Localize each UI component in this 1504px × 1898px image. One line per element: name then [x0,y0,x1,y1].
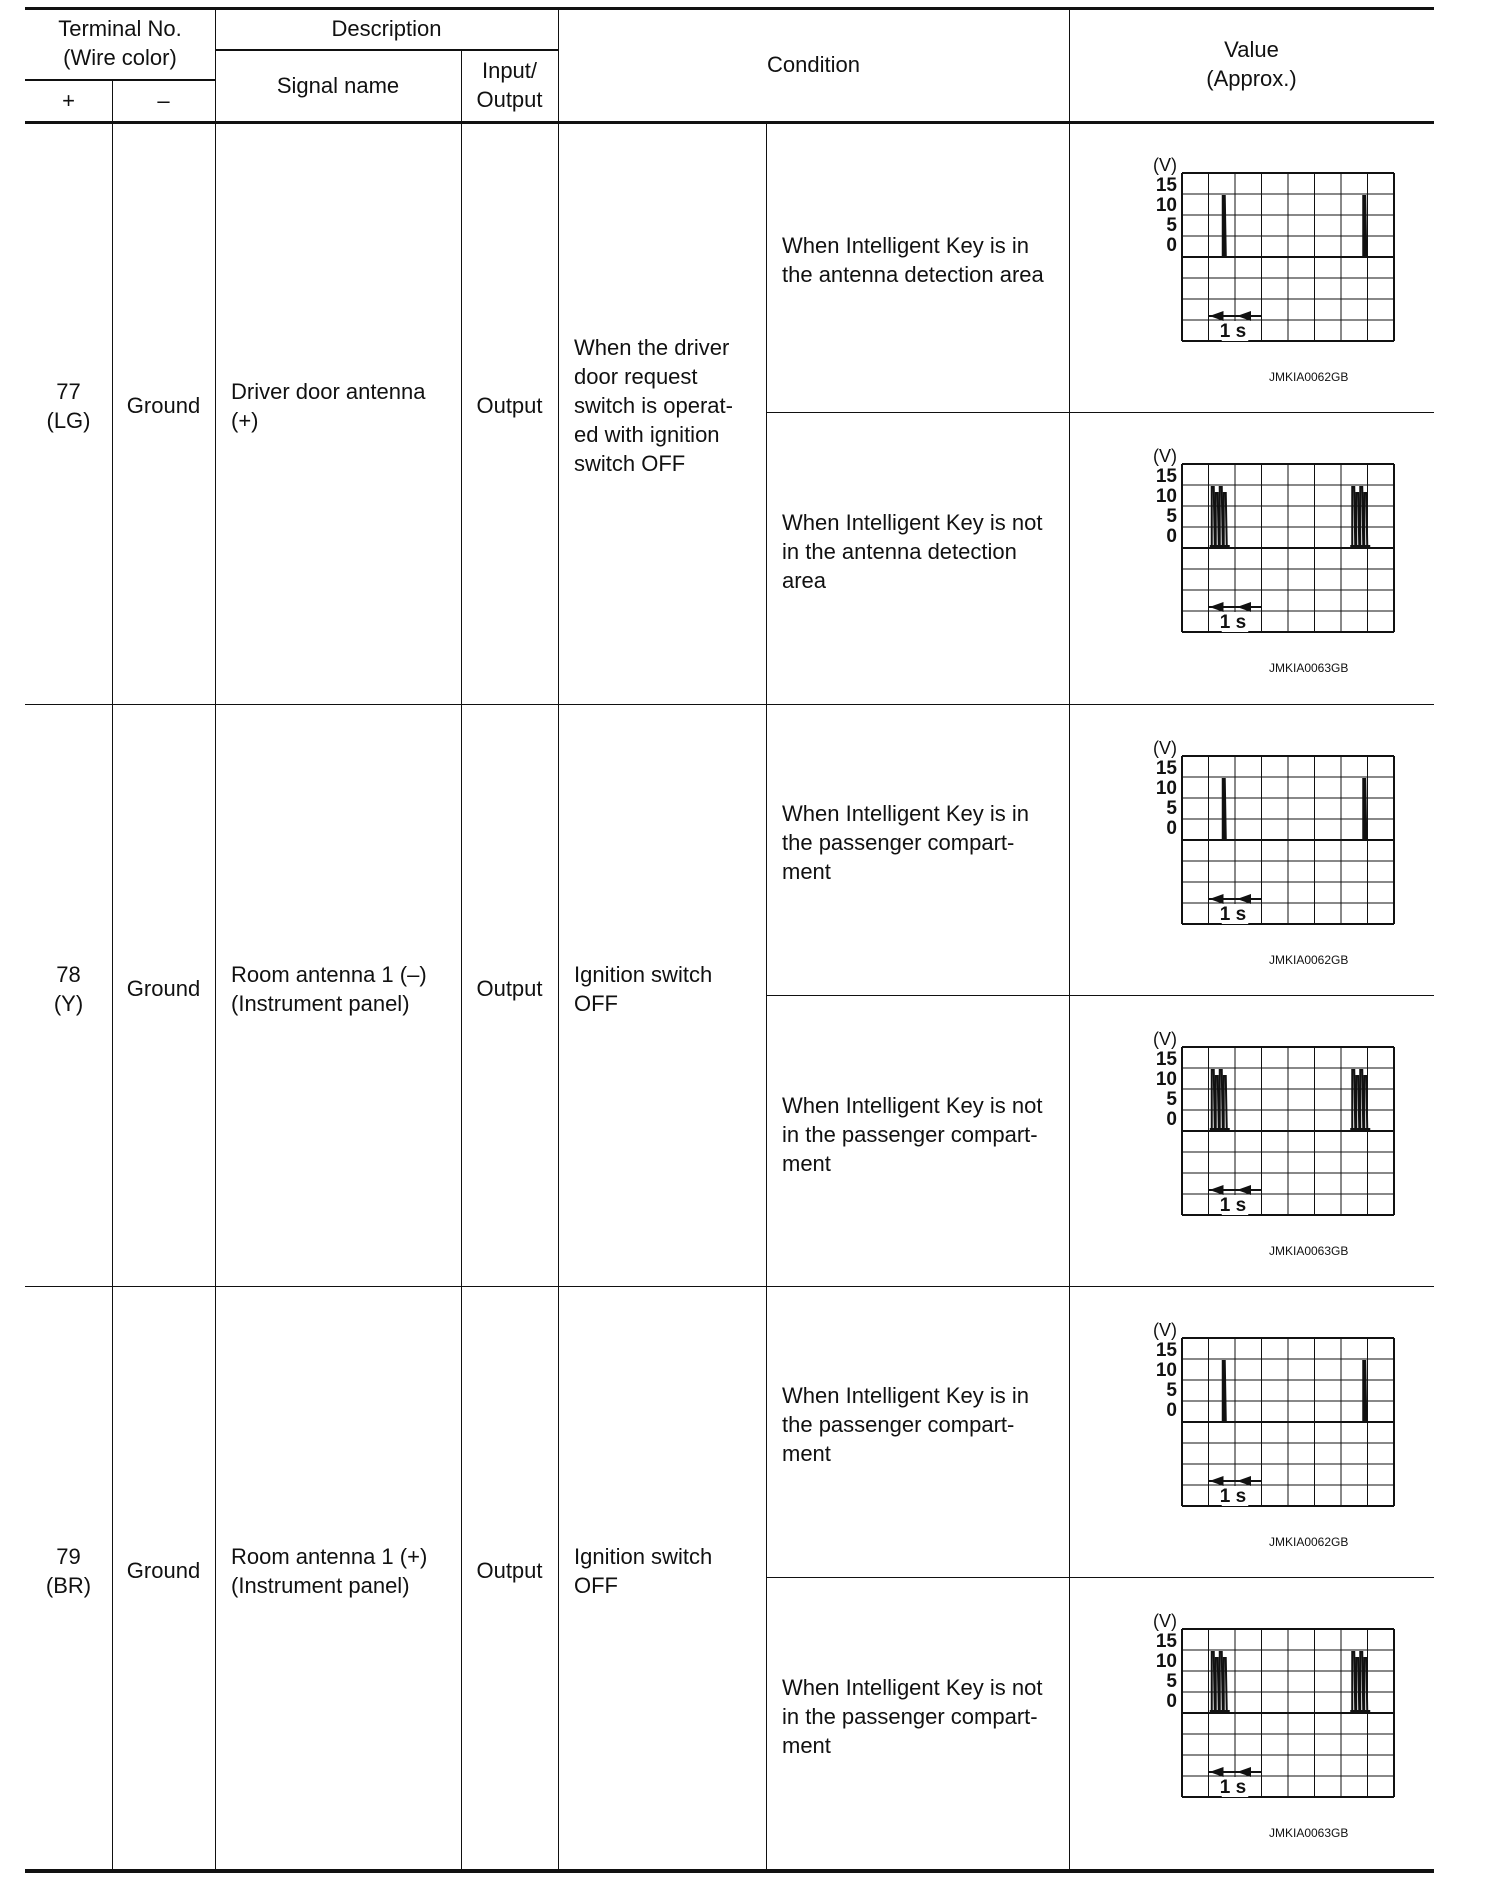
waveform-pulse [1212,1070,1215,1129]
time-label: 1 s [1219,1777,1247,1798]
scope-tick-label: 0 [1166,235,1177,256]
waveform-pulse [1356,1658,1359,1711]
condition: Ignition switch OFF [574,1543,713,1598]
waveform-pulse [1360,487,1363,546]
figure-code: JMKIA0063GB [1269,1244,1349,1258]
header-value: Value (Approx.) [1206,37,1297,91]
scope-tick-label: 15 [1155,1631,1177,1652]
waveform-pulse [1216,1076,1219,1129]
header-description: Description [331,15,442,41]
waveform-scope [1099,738,1399,948]
sub-condition: When Intelligent Key is in the antenna detection area [782,232,1044,287]
input-output: Output [476,976,543,1001]
header-input-output: Input/ Output [476,58,543,112]
waveform-pulse [1220,1652,1223,1711]
sub-condition: When Intelligent Key is in the passenger compart- ment [782,1383,1030,1466]
figure-code: JMKIA0062GB [1269,370,1349,384]
scope-tick-label: 0 [1166,526,1177,547]
figure-code: JMKIA0063GB [1269,1826,1349,1840]
sub-condition: When Intelligent Key is in the passenger compart- ment [782,801,1030,884]
terminal-number: 78 (Y) [53,961,84,1016]
waveform-pulse [1364,1076,1367,1129]
scope-tick-label: 15 [1155,1049,1177,1070]
table-bottom-rule [25,1869,1434,1873]
scope-tick-label: 15 [1155,758,1177,779]
column-rule-value [1069,7,1070,1869]
sub-condition: When Intelligent Key is not in the passenger compart- ment [782,1674,1043,1758]
waveform-scope [1099,446,1399,656]
scope-tick-label: 5 [1166,1380,1177,1401]
scope-tick-label: 5 [1166,506,1177,527]
ground-terminal: Ground [126,976,201,1001]
scope-tick-label: 15 [1155,466,1177,487]
waveform-pulse [1216,493,1219,546]
scope-tick-label: 15 [1155,1340,1177,1361]
single-pulse-waveform [1099,155,1399,365]
time-label: 1 s [1219,1486,1247,1507]
condition: Ignition switch OFF [574,961,713,1016]
scope-tick-label: 0 [1166,1691,1177,1712]
column-rule-description [215,7,216,1869]
waveform-pulse [1220,487,1223,546]
time-label: 1 s [1219,1195,1247,1216]
waveform-pulse [1356,493,1359,546]
sub-condition: When Intelligent Key is not in the antenna detection area [782,509,1043,593]
input-output: Output [476,393,543,418]
waveform-pulse [1224,1658,1227,1711]
waveform-scope [1099,1320,1399,1530]
scope-tick-label: 0 [1166,1109,1177,1130]
figure-code: JMKIA0062GB [1269,1535,1349,1549]
scope-unit-label: (V) [1153,446,1177,466]
scope-unit-label: (V) [1153,1029,1177,1049]
waveform-pulse [1216,1658,1219,1711]
scope-tick-label: 10 [1155,1069,1177,1090]
waveform-pulse [1360,1070,1363,1129]
figure-code: JMKIA0062GB [1269,953,1349,967]
single-pulse-waveform [1099,1320,1399,1530]
scope-tick-label: 15 [1155,175,1177,196]
header-plus: + [62,87,75,113]
waveform-pulse [1352,487,1355,546]
terminal-number: 79 (BR) [45,1543,92,1598]
terminal-number: 77 (LG) [46,378,91,433]
waveform-pulse [1364,1658,1367,1711]
column-rule-subcondition [766,121,767,1869]
scope-tick-label: 5 [1166,1089,1177,1110]
waveform-pulse [1356,1076,1359,1129]
waveform-pulse [1352,1652,1355,1711]
scope-tick-label: 10 [1155,1651,1177,1672]
waveform-pulse [1223,196,1226,255]
time-label: 1 s [1219,612,1247,633]
input-output: Output [476,1558,543,1583]
waveform-scope [1099,1611,1399,1821]
scope-tick-label: 0 [1166,818,1177,839]
waveform-pulse [1224,493,1227,546]
scope-tick-label: 0 [1166,1400,1177,1421]
scope-unit-label: (V) [1153,155,1177,175]
waveform-pulse [1223,1361,1226,1420]
waveform-pulse [1360,1652,1363,1711]
scope-unit-label: (V) [1153,1320,1177,1340]
waveform-pulse [1364,493,1367,546]
waveform-pulse [1224,1076,1227,1129]
condition: When the driver door request switch is operat- ed with ignition switch OFF [574,335,733,476]
pulse-burst-waveform [1099,446,1399,656]
column-rule-condition [558,7,559,1869]
header-terminal-no: Terminal No. (Wire color) [58,16,182,70]
waveform-pulse [1220,1070,1223,1129]
scope-unit-label: (V) [1153,1611,1177,1631]
ground-terminal: Ground [126,393,201,418]
header-condition: Condition [767,51,860,77]
waveform-scope [1099,1029,1399,1239]
waveform-pulse [1223,779,1226,838]
waveform-pulse [1363,196,1366,255]
scope-tick-label: 5 [1166,798,1177,819]
header-minus: – [157,87,170,113]
waveform-pulse [1212,487,1215,546]
waveform-pulse [1212,1652,1215,1711]
signal-name: Room antenna 1 (–) (Instrument panel) [231,961,427,1016]
pulse-burst-waveform [1099,1029,1399,1239]
time-label: 1 s [1219,321,1247,342]
scope-tick-label: 5 [1166,1671,1177,1692]
figure-code: JMKIA0063GB [1269,661,1349,675]
scope-tick-label: 10 [1155,486,1177,507]
waveform-pulse [1363,1361,1366,1420]
scope-tick-label: 10 [1155,1360,1177,1381]
single-pulse-waveform [1099,738,1399,948]
waveform-pulse [1352,1070,1355,1129]
pulse-burst-waveform [1099,1611,1399,1821]
waveform-scope [1099,155,1399,365]
scope-tick-label: 10 [1155,778,1177,799]
time-label: 1 s [1219,904,1247,925]
scope-unit-label: (V) [1153,738,1177,758]
waveform-pulse [1363,779,1366,838]
sub-condition: When Intelligent Key is not in the passenger compart- ment [782,1092,1043,1176]
header-signal-name: Signal name [276,72,400,98]
scope-tick-label: 10 [1155,195,1177,216]
signal-name: Room antenna 1 (+) (Instrument panel) [231,1543,428,1598]
signal-name: Driver door antenna (+) [231,378,426,433]
scope-tick-label: 5 [1166,215,1177,236]
ground-terminal: Ground [126,1558,201,1583]
